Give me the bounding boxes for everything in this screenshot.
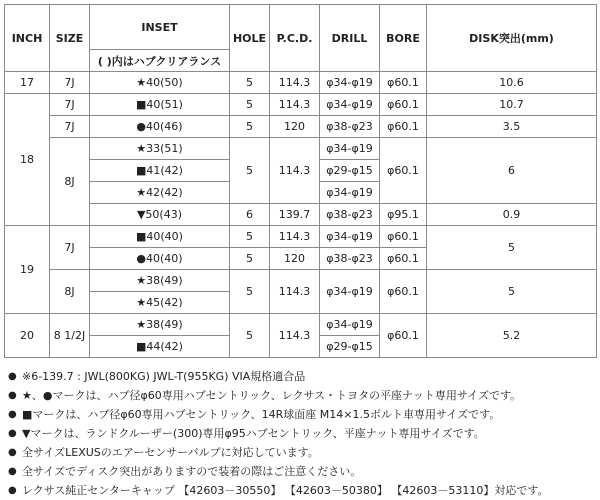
header-pcd: P.C.D. — [270, 5, 320, 72]
header-inset-sub: ( )内はハブクリアランス — [90, 50, 230, 72]
cell-bore: φ60.1 — [380, 116, 427, 138]
cell-pcd: 114.3 — [270, 270, 320, 314]
cell-inset: ■41(42) — [90, 160, 230, 182]
header-drill: DRILL — [320, 5, 380, 72]
list-item — [4, 443, 596, 462]
cell-hole: 5 — [230, 116, 270, 138]
table-row — [5, 226, 597, 248]
cell-size: 7J — [50, 226, 90, 270]
cell-bore: φ60.1 — [380, 94, 427, 116]
table-row — [5, 94, 597, 116]
cell-disk: 0.9 — [427, 204, 597, 226]
cell-pcd: 114.3 — [270, 314, 320, 358]
list-item — [4, 462, 596, 481]
cell-drill: φ34-φ19 — [320, 314, 380, 336]
cell-size: 7J — [50, 72, 90, 94]
note-text: レクサス純正センターキャップ 【42603－30550】 【42603－50380】 【42603－53110】対応です。 — [22, 484, 549, 497]
cell-inch: 20 — [5, 314, 50, 358]
bullet-icon: ● — [8, 409, 17, 420]
cell-drill: φ34-φ19 — [320, 270, 380, 314]
note-text: ▼マークは、ランドクルーザー(300)専用φ95ハブセントリック、平座ナット専用サイズです。 — [22, 427, 485, 440]
cell-inset: ●40(46) — [90, 116, 230, 138]
cell-bore: φ60.1 — [380, 270, 427, 314]
cell-hole: 5 — [230, 270, 270, 314]
header-bore: BORE — [380, 5, 427, 72]
cell-disk: 5.2 — [427, 314, 597, 358]
cell-drill: φ38-φ23 — [320, 248, 380, 270]
cell-drill: φ34-φ19 — [320, 138, 380, 160]
cell-bore: φ60.1 — [380, 226, 427, 248]
cell-disk: 10.7 — [427, 94, 597, 116]
header-hole: HOLE — [230, 5, 270, 72]
cell-hole: 5 — [230, 226, 270, 248]
cell-pcd: 120 — [270, 248, 320, 270]
cell-drill: φ38-φ23 — [320, 204, 380, 226]
list-item — [4, 424, 596, 443]
cell-inset: ●40(40) — [90, 248, 230, 270]
cell-bore: φ60.1 — [380, 314, 427, 358]
notes-list — [4, 367, 596, 500]
bullet-icon: ● — [8, 390, 17, 401]
list-item — [4, 481, 596, 500]
cell-pcd: 114.3 — [270, 94, 320, 116]
note-text: ■マークは、ハブ径φ60専用ハブセントリック、14R球面座 M14×1.5ボルト車専用サイズです。 — [22, 408, 501, 421]
cell-size: 7J — [50, 94, 90, 116]
cell-inset: ▼50(43) — [90, 204, 230, 226]
bullet-icon: ● — [8, 466, 17, 477]
note-text: ※6-139.7 : JWL(800KG) JWL-T(955KG) VIA規格適合品 — [22, 370, 306, 383]
cell-bore: φ60.1 — [380, 138, 427, 204]
cell-bore: φ60.1 — [380, 72, 427, 94]
cell-bore: φ60.1 — [380, 248, 427, 270]
cell-drill: φ34-φ19 — [320, 94, 380, 116]
cell-hole: 6 — [230, 204, 270, 226]
header-disk: DISK突出(mm) — [427, 5, 597, 72]
cell-inset: ★40(50) — [90, 72, 230, 94]
cell-hole: 5 — [230, 248, 270, 270]
cell-inset: ★38(49) — [90, 314, 230, 336]
table-header-row — [5, 5, 597, 50]
cell-inset: ★33(51) — [90, 138, 230, 160]
cell-size: 7J — [50, 116, 90, 138]
cell-hole: 5 — [230, 314, 270, 358]
cell-disk: 5 — [427, 226, 597, 270]
cell-inch: 17 — [5, 72, 50, 94]
bullet-icon: ● — [8, 447, 17, 458]
cell-hole: 5 — [230, 138, 270, 204]
cell-inset: ■44(42) — [90, 336, 230, 358]
cell-hole: 5 — [230, 94, 270, 116]
cell-pcd: 114.3 — [270, 72, 320, 94]
cell-bore: φ95.1 — [380, 204, 427, 226]
cell-hole: 5 — [230, 72, 270, 94]
header-inset: INSET — [90, 5, 230, 50]
bullet-icon: ● — [8, 485, 17, 496]
cell-size: 8J — [50, 138, 90, 226]
cell-pcd: 114.3 — [270, 138, 320, 204]
cell-pcd: 120 — [270, 116, 320, 138]
cell-drill: φ38-φ23 — [320, 116, 380, 138]
cell-size: 8 1/2J — [50, 314, 90, 358]
cell-inch: 19 — [5, 226, 50, 314]
header-size: SIZE — [50, 5, 90, 72]
cell-size: 8J — [50, 270, 90, 314]
table-row — [5, 314, 597, 336]
list-item — [4, 386, 596, 405]
cell-disk: 3.5 — [427, 116, 597, 138]
cell-pcd: 114.3 — [270, 226, 320, 248]
wheel-spec-table — [4, 4, 597, 358]
cell-inset: ★42(42) — [90, 182, 230, 204]
table-row — [5, 270, 597, 292]
cell-inset: ★38(49) — [90, 270, 230, 292]
cell-inch: 18 — [5, 94, 50, 226]
table-row — [5, 116, 597, 138]
cell-drill: φ29-φ15 — [320, 336, 380, 358]
cell-drill: φ34-φ19 — [320, 226, 380, 248]
list-item — [4, 405, 596, 424]
note-text: ★、●マークは、ハブ径φ60専用ハブセントリック、レクサス・トヨタの平座ナット専用サイズです。 — [22, 389, 522, 402]
cell-inset: ★45(42) — [90, 292, 230, 314]
cell-disk: 10.6 — [427, 72, 597, 94]
table-row — [5, 204, 597, 226]
cell-drill: φ34-φ19 — [320, 72, 380, 94]
note-text: 全サイズLEXUSのエアーセンサーバルブに対応しています。 — [22, 446, 319, 459]
cell-drill: φ29-φ15 — [320, 160, 380, 182]
cell-pcd: 139.7 — [270, 204, 320, 226]
table-row — [5, 72, 597, 94]
cell-drill: φ34-φ19 — [320, 182, 380, 204]
header-inch: INCH — [5, 5, 50, 72]
bullet-icon: ● — [8, 371, 17, 382]
cell-disk: 5 — [427, 270, 597, 314]
cell-disk: 6 — [427, 138, 597, 204]
cell-inset: ■40(51) — [90, 94, 230, 116]
note-text: 全サイズでディスク突出がありますので装着の際はご注意ください。 — [22, 465, 362, 478]
bullet-icon: ● — [8, 428, 17, 439]
cell-inset: ■40(40) — [90, 226, 230, 248]
list-item — [4, 367, 596, 386]
table-row — [5, 138, 597, 160]
